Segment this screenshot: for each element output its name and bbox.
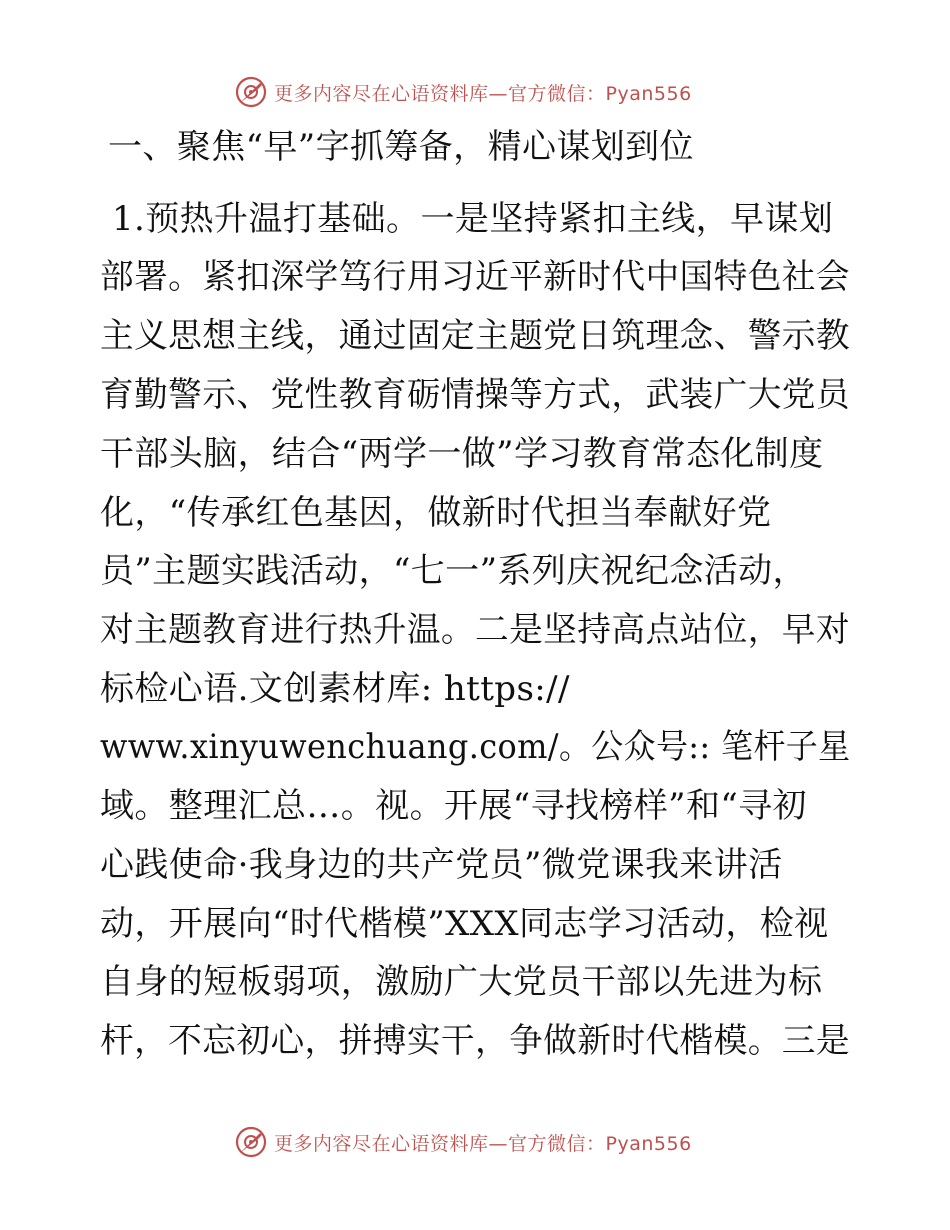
footer-watermark-banner (234, 1122, 692, 1162)
body-line: 对主题教育进行热升温。二是坚持高点站位，早对 (100, 610, 851, 650)
body-line: 动，开展向“时代楷模”XXX同志学习活动，检视 (100, 904, 829, 944)
body-line: 育勤警示、党性教育砺情操等方式，武装广大党员 (100, 375, 851, 415)
pen-logo-icon (234, 1125, 268, 1159)
body-line: 自身的短板弱项，激励广大党员干部以先进为标 (100, 962, 823, 1002)
body-line: 心践使命·我身边的共产党员”微党课我来讲活 (100, 845, 783, 885)
body-line: www.xinyuwenchuang.com/。公众号:: 笔杆子星 (100, 727, 851, 767)
body-line: 部署。紧扣深学笃行用习近平新时代中国特色社会 (100, 257, 851, 297)
header-watermark-banner (234, 72, 692, 112)
pen-logo-icon (234, 75, 268, 109)
body-line: 干部头脑，结合“两学一做”学习教育常态化制度 (100, 434, 824, 474)
body-line: 1.预热升温打基础。一是坚持紧扣主线，早谋划 (112, 199, 834, 239)
body-line: 化，“传承红色基因，做新时代担当奉献好党 (100, 493, 772, 533)
body-line: 域。整理汇总…。视。开展“寻找榜样”和“寻初 (100, 786, 807, 826)
body-line: 员”主题实践活动，“七一”系列庆祝纪念活动， (100, 551, 807, 591)
section-heading: 一、聚焦“早”字抓筹备，精心谋划到位 (108, 127, 694, 167)
body-line: 主义思想主线，通过固定主题党日筑理念、警示教 (100, 316, 851, 356)
body-line: 杆，不忘初心，拼搏实干，争做新时代楷模。三是 (100, 1021, 851, 1061)
body-line: 标检心语.文创素材库: https:// (100, 669, 570, 709)
watermark-text: 更多内容尽在心语资料库—官方微信：Pyan556 (274, 82, 692, 105)
watermark-text: 更多内容尽在心语资料库—官方微信：Pyan556 (274, 1132, 692, 1155)
